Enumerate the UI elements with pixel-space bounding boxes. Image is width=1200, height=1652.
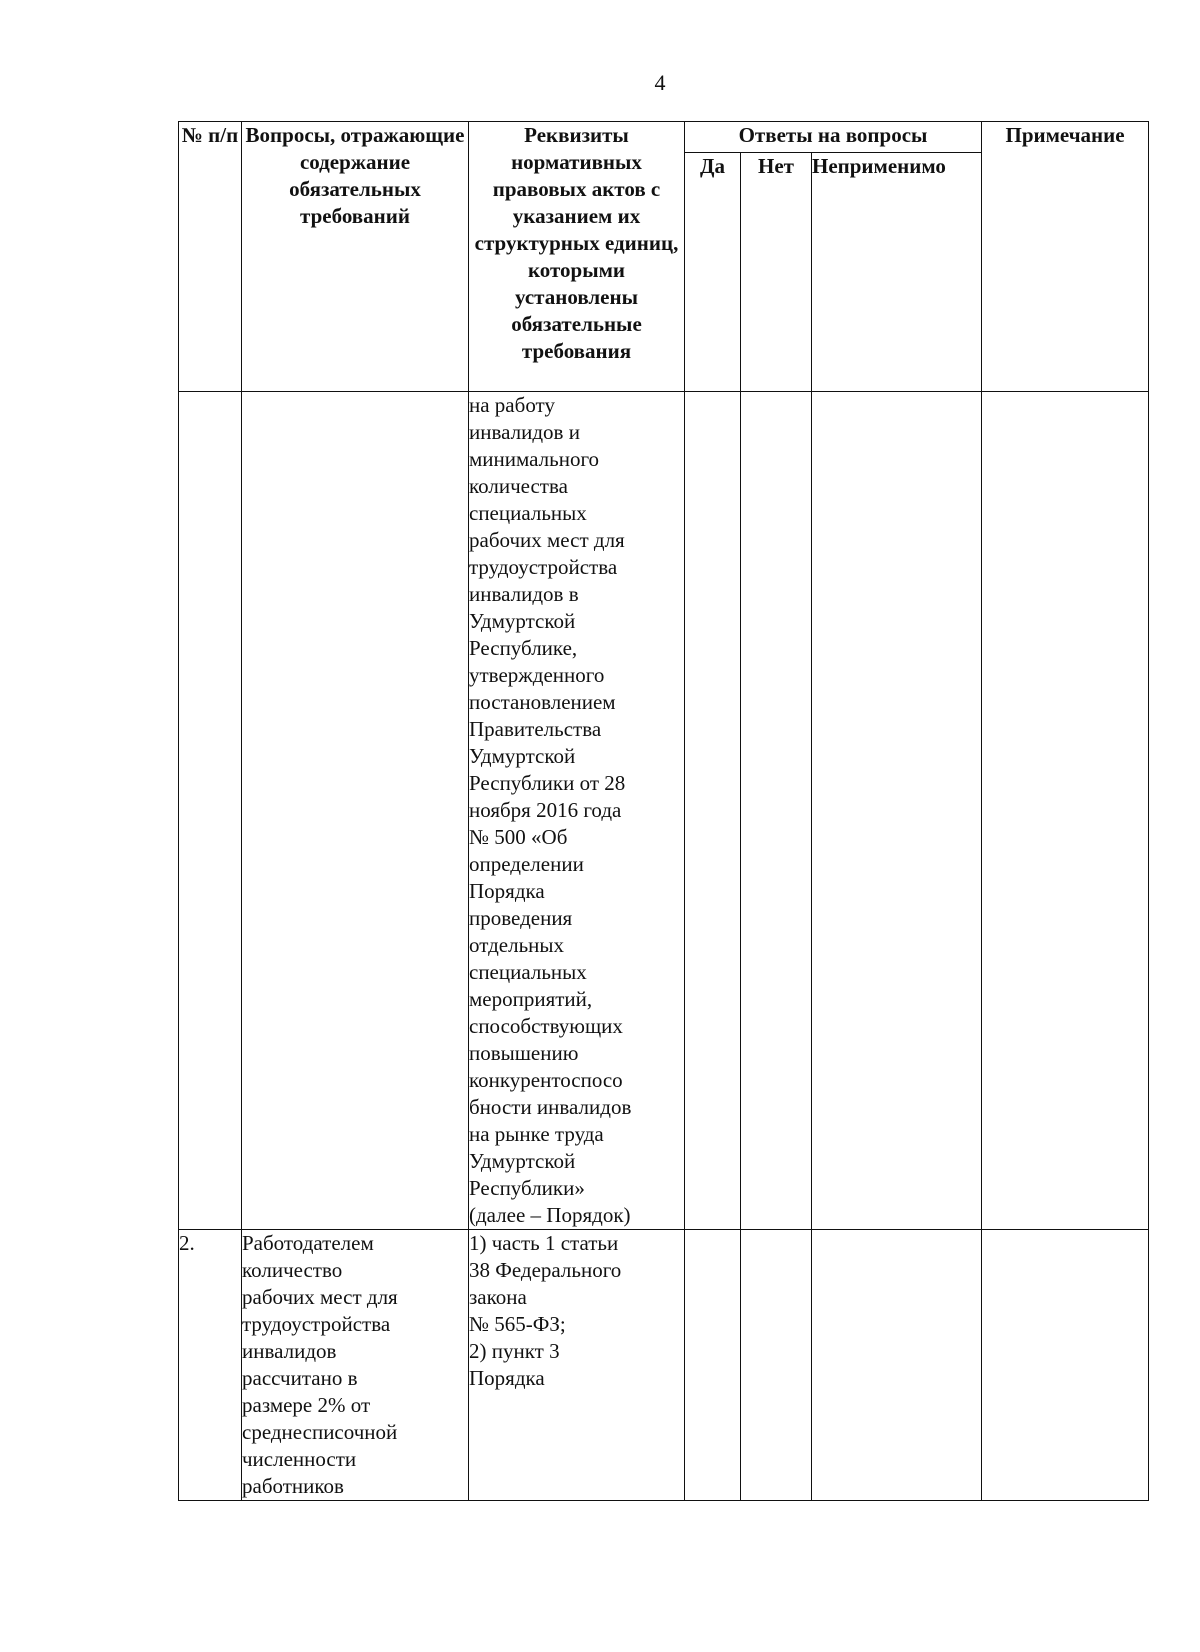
- text-line: постановлением: [469, 690, 616, 714]
- text-line: № 565-ФЗ;: [469, 1312, 566, 1336]
- text-line: 1) часть 1 статьи: [469, 1231, 619, 1255]
- header-num: № п/п: [179, 122, 242, 392]
- text-line: инвалидов: [242, 1339, 337, 1363]
- answer-no-cell[interactable]: [741, 392, 812, 1230]
- text-line: трудоустройства: [469, 555, 618, 579]
- text-line: проведения: [469, 906, 573, 930]
- text-line: Работодателем: [242, 1231, 374, 1255]
- note-cell[interactable]: [982, 392, 1149, 1230]
- header-not-applicable: Неприменимо: [812, 153, 982, 392]
- row-num-cell: [179, 392, 242, 1230]
- text-line: количества: [469, 474, 568, 498]
- answer-no-cell[interactable]: [741, 1230, 812, 1501]
- text-line: среднесписочной: [242, 1420, 398, 1444]
- text-line: утвержденного: [469, 663, 605, 687]
- text-line: рабочих мест для: [469, 528, 625, 552]
- text-line: Правительства: [469, 717, 602, 741]
- requisites-cell: [469, 1230, 685, 1501]
- text-line: рабочих мест для: [242, 1285, 398, 1309]
- text-line: повышению: [469, 1041, 579, 1065]
- text-line: ноября 2016 года: [469, 798, 622, 822]
- question-cell: [242, 392, 469, 1230]
- text-line: Республики от 28: [469, 771, 626, 795]
- text-line: мероприятий,: [469, 987, 593, 1011]
- text-line: минимального: [469, 447, 600, 471]
- header-row-top: [179, 122, 1149, 153]
- text-line: на работу: [469, 393, 555, 417]
- table-row: [179, 392, 1149, 1230]
- text-line: определении: [469, 852, 584, 876]
- text-line: отдельных: [469, 933, 565, 957]
- text-line: специальных: [469, 960, 587, 984]
- answer-yes-cell[interactable]: [685, 392, 741, 1230]
- text-line: бности инвалидов: [469, 1095, 632, 1119]
- header-yes: Да: [685, 153, 741, 392]
- answer-not-applicable-cell[interactable]: [812, 1230, 982, 1501]
- text-line: специальных: [469, 501, 587, 525]
- text-line: Удмуртской: [469, 1149, 576, 1173]
- text-line: Республики»: [469, 1176, 585, 1200]
- header-questions: Вопросы, отражающие содержание обязательных требований: [242, 122, 469, 392]
- text-line: Порядка: [469, 879, 545, 903]
- table-row: [179, 1230, 1149, 1501]
- checklist-table: [178, 121, 1149, 1501]
- text-line: численности: [242, 1447, 357, 1471]
- text-line: размере 2% от: [242, 1393, 371, 1417]
- text-line: способствующих: [469, 1014, 623, 1038]
- text-line: № 500 «Об: [469, 825, 568, 849]
- text-line: работников: [242, 1474, 344, 1498]
- text-line: Удмуртской: [469, 609, 576, 633]
- header-answers: Ответы на вопросы: [685, 122, 982, 153]
- text-line: трудоустройства: [242, 1312, 391, 1336]
- page-number: 4: [654, 70, 666, 95]
- text-line: (далее – Порядок): [469, 1203, 631, 1227]
- text-line: Республике,: [469, 636, 578, 660]
- text-line: Удмуртской: [469, 744, 576, 768]
- answer-yes-cell[interactable]: [685, 1230, 741, 1501]
- text-line: рассчитано в: [242, 1366, 358, 1390]
- text-line: конкурентоспосо: [469, 1068, 623, 1092]
- text-line: инвалидов и: [469, 420, 580, 444]
- note-cell[interactable]: [982, 1230, 1149, 1501]
- requisites-cell: [469, 392, 685, 1230]
- text-line: количество: [242, 1258, 343, 1282]
- text-line: на рынке труда: [469, 1122, 604, 1146]
- text-line: инвалидов в: [469, 582, 579, 606]
- header-no: Нет: [741, 153, 812, 392]
- row-num-cell: 2.: [179, 1230, 242, 1501]
- text-line: 2) пункт 3: [469, 1339, 560, 1363]
- text-line: закона: [469, 1285, 527, 1309]
- question-cell: [242, 1230, 469, 1501]
- text-line: Порядка: [469, 1366, 545, 1390]
- text-line: 38 Федерального: [469, 1258, 622, 1282]
- header-requisites: Реквизиты нормативных правовых актов с указанием их структурных единиц, которыми установлены обязательные требования: [469, 122, 685, 392]
- answer-not-applicable-cell[interactable]: [812, 392, 982, 1230]
- header-note: Примечание: [982, 122, 1149, 392]
